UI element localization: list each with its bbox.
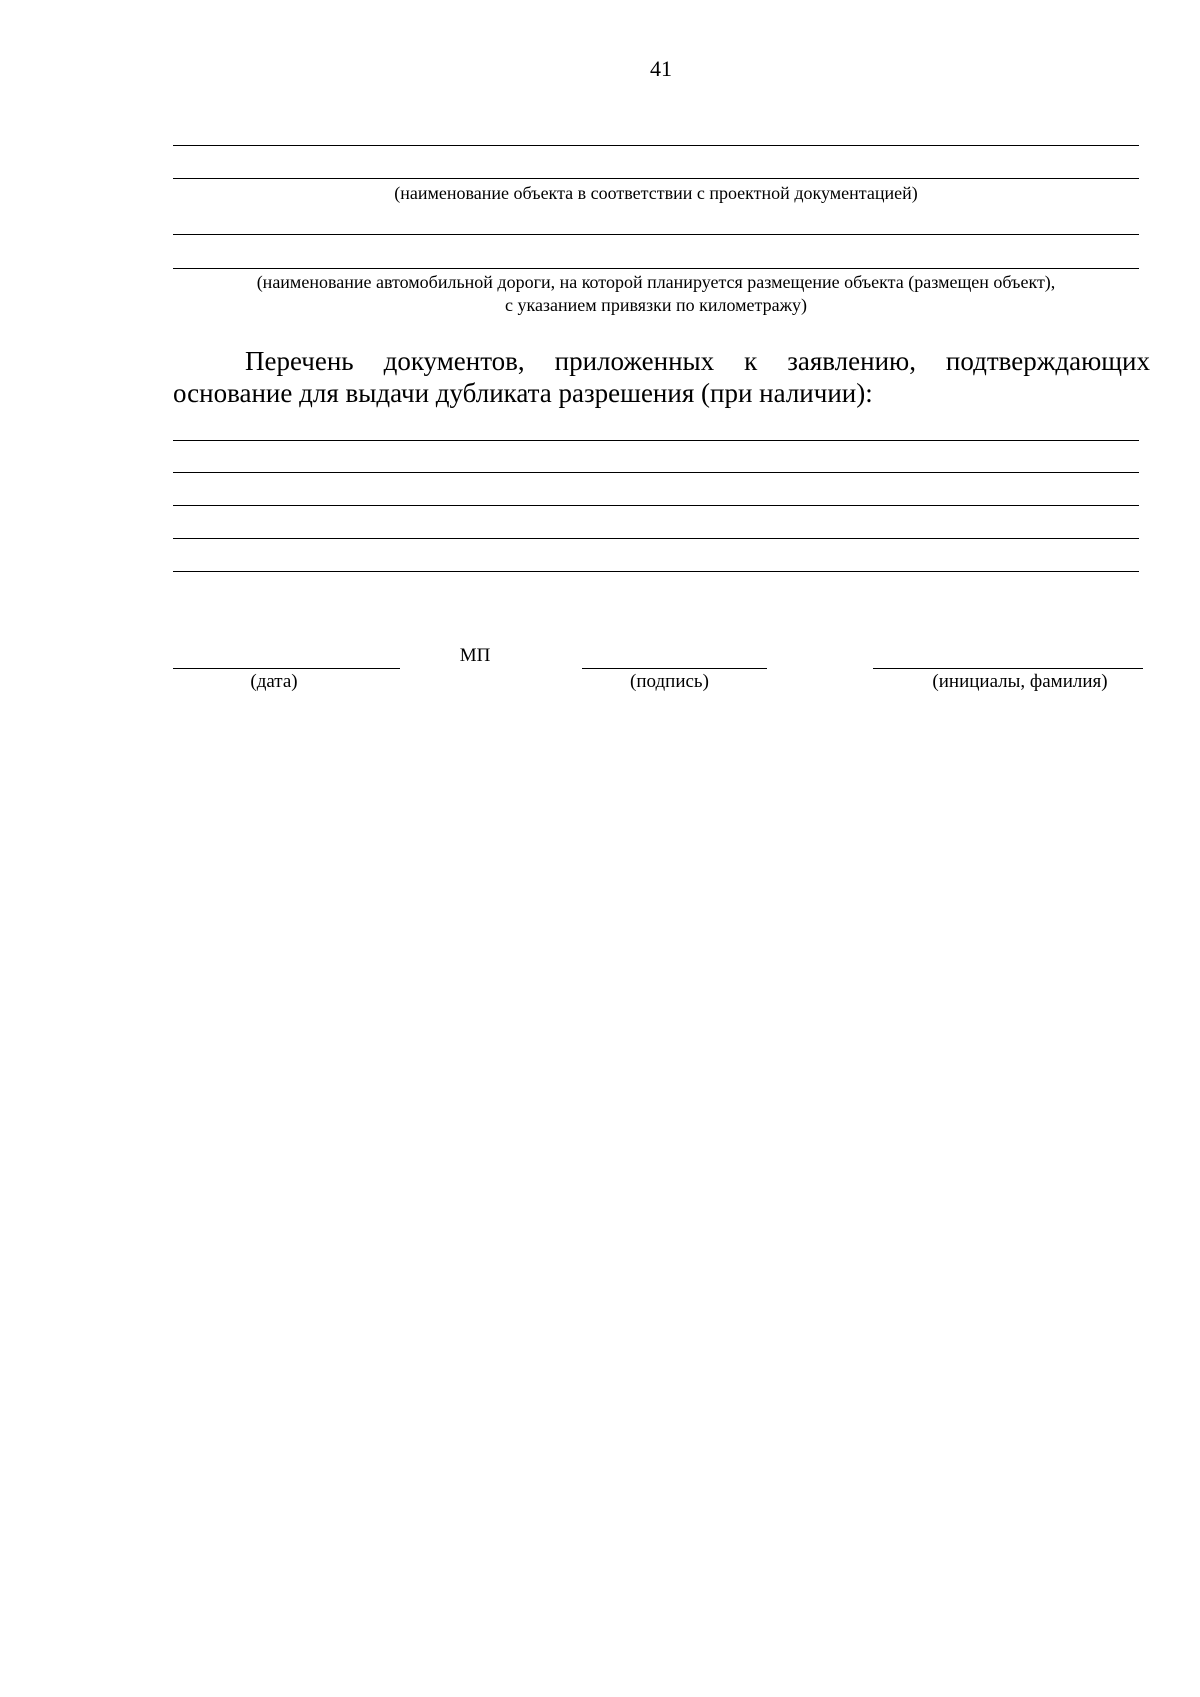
object-name-caption: (наименование объекта в соответствии с проектной документацией)	[394, 183, 918, 203]
documents-line-1[interactable]	[173, 440, 1139, 441]
road-name-line-2[interactable]	[173, 268, 1139, 269]
signature-line[interactable]	[582, 668, 767, 669]
date-line[interactable]	[173, 668, 400, 669]
name-label: (инициалы, фамилия)	[932, 671, 1108, 692]
documents-line-5[interactable]	[173, 571, 1139, 572]
documents-line-3[interactable]	[173, 505, 1139, 506]
road-name-line-1[interactable]	[173, 234, 1139, 235]
road-name-caption-line-2: с указанием привязки по километражу)	[504, 295, 808, 315]
stamp-label: МП	[459, 645, 491, 666]
page-number: 41	[650, 56, 672, 81]
documents-line-4[interactable]	[173, 538, 1139, 539]
road-name-caption-line-1: (наименование автомобильной дороги, на которой планируется размещение объекта (размещен объект),	[256, 272, 1056, 292]
object-name-line-1[interactable]	[173, 145, 1139, 146]
documents-list-heading: Перечень документов, приложенных к заявлению, подтверждающих основание для выдачи дубликата разрешения (при наличии):	[173, 346, 1150, 408]
object-name-line-2[interactable]	[173, 178, 1139, 179]
date-label: (дата)	[250, 671, 298, 692]
name-line[interactable]	[873, 668, 1143, 669]
documents-line-2[interactable]	[173, 472, 1139, 473]
signature-label: (подпись)	[630, 671, 709, 692]
